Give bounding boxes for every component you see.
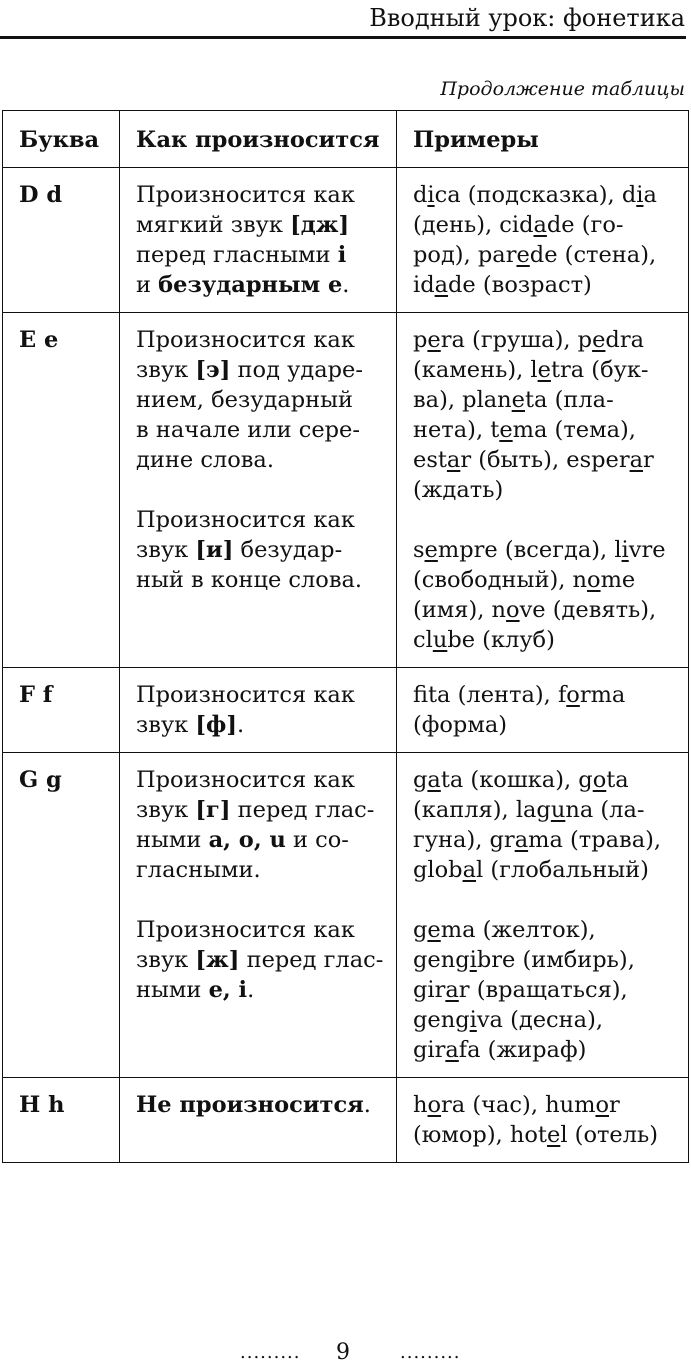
examples-cell <box>397 668 689 753</box>
examples-text <box>413 180 678 300</box>
text-line: ными е, i. <box>136 977 255 1003</box>
text-line: (капля), laguna (ла- <box>413 797 645 823</box>
table-header-row <box>3 111 689 168</box>
text-line: fta (лента), forma <box>413 682 626 708</box>
pronunciation-cell <box>120 168 397 313</box>
text-line: (юмор), hotel (отель) <box>413 1122 659 1148</box>
pronunciation-text <box>136 765 386 885</box>
text-line: звук [ф]. <box>136 712 245 738</box>
text-line: (ждать) <box>413 477 504 503</box>
footer-dots-right: ......... <box>400 1342 461 1363</box>
text-line: gengibre (имбирь), <box>413 947 635 973</box>
text-line: гласными. <box>136 857 261 883</box>
text-line: global (глобальный) <box>413 857 649 883</box>
text-line: (камень), letra (бук- <box>413 357 649 383</box>
text-line: Произносится как <box>136 507 355 533</box>
examples-text <box>413 765 678 885</box>
examples-cell <box>397 1078 689 1163</box>
pronunciation-cell <box>120 753 397 1078</box>
examples-text <box>413 325 678 505</box>
pronunciation-text <box>136 505 386 595</box>
examples-text <box>413 915 678 1065</box>
examples-text <box>413 680 678 740</box>
text-line: нета), tema (тема), <box>413 417 636 443</box>
text-line: ный в конце слова. <box>136 567 363 593</box>
text-line: Произносится как <box>136 182 355 208</box>
text-line: и безударным е. <box>136 272 350 298</box>
letter-cell: E e <box>3 313 120 668</box>
examples-cell <box>397 753 689 1078</box>
text-line: ными a, o, u и со- <box>136 827 349 853</box>
text-line: girafa (жираф) <box>413 1037 587 1063</box>
footer-dots-left: ......... <box>240 1342 301 1363</box>
examples-cell <box>397 168 689 313</box>
table-row-g <box>3 753 689 1078</box>
text-line: idade (возраст) <box>413 272 592 298</box>
pronunciation-cell <box>120 1078 397 1163</box>
page-footer <box>0 1340 691 1368</box>
text-line: Произносится как <box>136 682 355 708</box>
letter-cell: D d <box>3 168 120 313</box>
column-header-letter: Буква <box>3 111 120 168</box>
table-row-f <box>3 668 689 753</box>
pronunciation-text <box>136 180 386 300</box>
text-line: (свободный), nome <box>413 567 636 593</box>
text-line: gata (кошка), gota <box>413 767 629 793</box>
table-row-e <box>3 313 689 668</box>
examples-cell <box>397 313 689 668</box>
table-continuation-caption: Продолжение таблицы <box>440 78 685 100</box>
pronunciation-text <box>136 325 386 475</box>
column-header-pronunciation: Как произносится <box>120 111 397 168</box>
text-line: род), parede (стена), <box>413 242 657 268</box>
text-line: звук [г] перед глас- <box>136 797 375 823</box>
examples-text <box>413 1090 678 1150</box>
pronunciation-text <box>136 680 386 740</box>
letter-cell: H h <box>3 1078 120 1163</box>
text-line: (день), cidade (го- <box>413 212 624 238</box>
text-line: Произносится как <box>136 767 355 793</box>
running-header-title: Вводный урок: фонетика <box>369 4 685 32</box>
table-row-h <box>3 1078 689 1163</box>
table-row-d <box>3 168 689 313</box>
text-line: дине слова. <box>136 447 274 473</box>
text-line: звук [э] под ударе- <box>136 357 363 383</box>
text-line: clube (клуб) <box>413 627 555 653</box>
text-line: (форма) <box>413 712 508 738</box>
text-line: Произносится как <box>136 327 355 353</box>
text-line: estar (быть), esperar <box>413 447 654 473</box>
text-line: звук [и] безудар- <box>136 537 343 563</box>
text-line: gema (желток), <box>413 917 596 943</box>
text-line: ва), planeta (пла- <box>413 387 614 413</box>
text-line: гуна), grama (трава), <box>413 827 662 853</box>
text-line: sempre (всегда), livre <box>413 537 666 563</box>
text-line: hora (час), humor <box>413 1092 620 1118</box>
letter-cell: F f <box>3 668 120 753</box>
pronunciation-cell <box>120 668 397 753</box>
column-header-examples: Примеры <box>397 111 689 168</box>
header-rule <box>0 36 686 39</box>
text-line: в начале или сере- <box>136 417 360 443</box>
text-line: gengiva (десна), <box>413 1007 603 1033</box>
text-line: dica (подсказка), dia <box>413 182 657 208</box>
text-line: перед гласными i <box>136 242 347 268</box>
letter-cell: G g <box>3 753 120 1078</box>
text-line: girar (вращаться), <box>413 977 628 1003</box>
examples-text <box>413 535 678 655</box>
text-line: нием, безударный <box>136 387 354 413</box>
pronunciation-text <box>136 915 386 1005</box>
text-line: мягкий звук [дж] <box>136 212 350 238</box>
page-number: 9 <box>336 1340 350 1365</box>
text-line: Не произносится. <box>136 1092 371 1118</box>
text-line: звук [ж] перед глас- <box>136 947 384 973</box>
pronunciation-text <box>136 1090 386 1120</box>
text-line: Произносится как <box>136 917 355 943</box>
phonetics-table <box>2 110 689 1163</box>
text-line: pera (груша), pedra <box>413 327 644 353</box>
text-line: (имя), nove (девять), <box>413 597 657 623</box>
pronunciation-cell <box>120 313 397 668</box>
